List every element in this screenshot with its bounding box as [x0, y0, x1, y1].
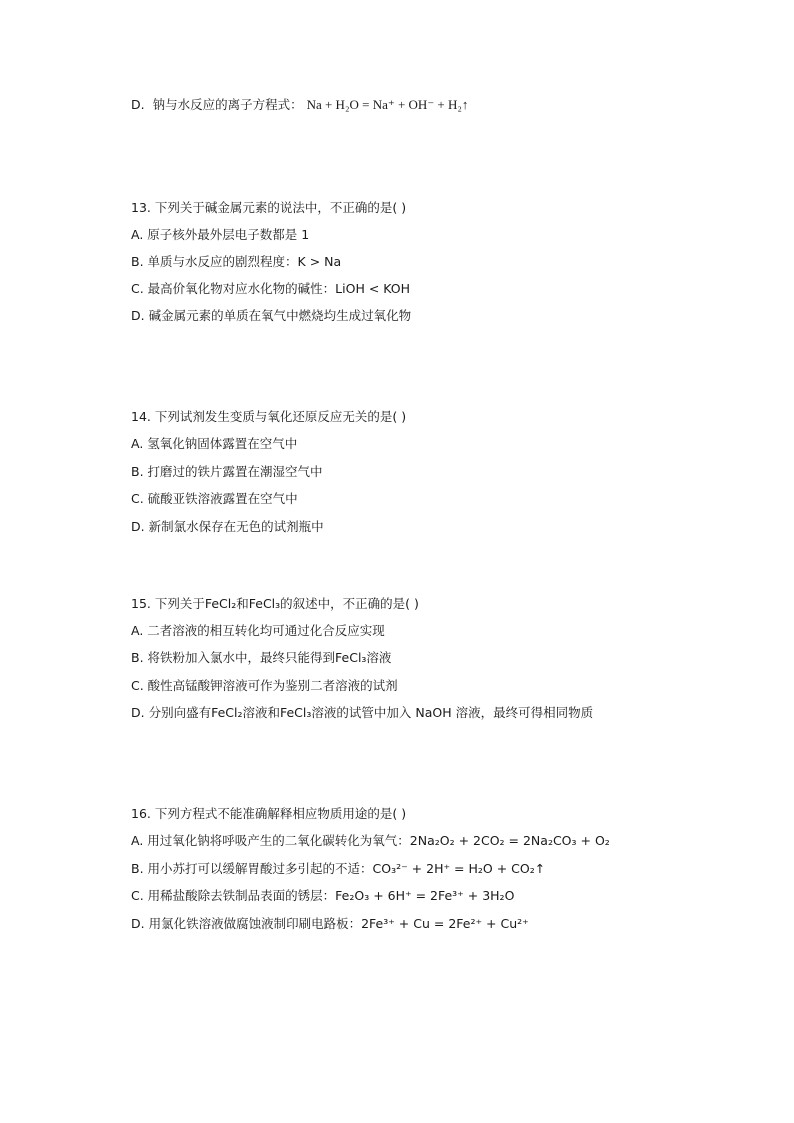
q14-option-c: C. 硫酸亚铁溶液露置在空气中: [131, 491, 298, 506]
q15-option-b: B. 将铁粉加入氯水中，最终只能得到FeCl₃溶液: [131, 650, 392, 665]
q15-option-a: A. 二者溶液的相互转化均可通过化合反应实现: [131, 623, 385, 638]
q16-option-a: A. 用过氧化钠将呼吸产生的二氧化碳转化为氧气：2Na₂O₂ + 2CO₂ = 2Na₂CO₃ + O₂: [131, 833, 610, 848]
q12-option-d-text: 钠与水反应的离子方程式：: [152, 97, 303, 112]
q12-option-d: [131, 97, 468, 113]
q14-option-b: B. 打磨过的铁片露置在潮湿空气中: [131, 464, 323, 479]
q15-stem: 15. 下列关于FeCl₂和FeCl₃的叙述中，不正确的是( ): [131, 596, 419, 611]
q13-option-d: D. 碱金属元素的单质在氧气中燃烧均生成过氧化物: [131, 308, 412, 323]
q16-stem: 16. 下列方程式不能准确解释相应物质用途的是( ): [131, 806, 407, 821]
q15-option-d: D. 分别向盛有FeCl₂溶液和FeCl₃溶液的试管中加入 NaOH 溶液，最终可得相同物质: [131, 705, 594, 720]
q12-option-d-label: D.: [131, 97, 145, 112]
q16-option-d: D. 用氯化铁溶液做腐蚀液制印刷电路板：2Fe³⁺ + Cu = 2Fe²⁺ + Cu²⁺: [131, 916, 529, 931]
q14-option-d: D. 新制氯水保存在无色的试剂瓶中: [131, 519, 324, 534]
q13-stem: 13. 下列关于碱金属元素的说法中，不正确的是( ): [131, 200, 407, 215]
q15-option-c: C. 酸性高锰酸钾溶液可作为鉴别二者溶液的试剂: [131, 678, 398, 693]
q13-option-c: C. 最高价氧化物对应水化物的碱性：LiOH < KOH: [131, 281, 411, 296]
q13-option-b: B. 单质与水反应的剧烈程度：K > Na: [131, 254, 342, 269]
q14-option-a: A. 氢氧化钠固体露置在空气中: [131, 436, 298, 451]
q12-option-d-formula: Na + H₂O = Na⁺ + OH⁻ + H₂↑: [306, 97, 469, 112]
q13-option-a: A. 原子核外最外层电子数都是 1: [131, 227, 310, 242]
q16-option-b: B. 用小苏打可以缓解胃酸过多引起的不适：CO₃²⁻ + 2H⁺ = H₂O + CO₂↑: [131, 861, 546, 876]
q14-stem: 14. 下列试剂发生变质与氧化还原反应无关的是( ): [131, 409, 407, 424]
q16-option-c: C. 用稀盐酸除去铁制品表面的锈层：Fe₂O₃ + 6H⁺ = 2Fe³⁺ + 3H₂O: [131, 888, 515, 903]
